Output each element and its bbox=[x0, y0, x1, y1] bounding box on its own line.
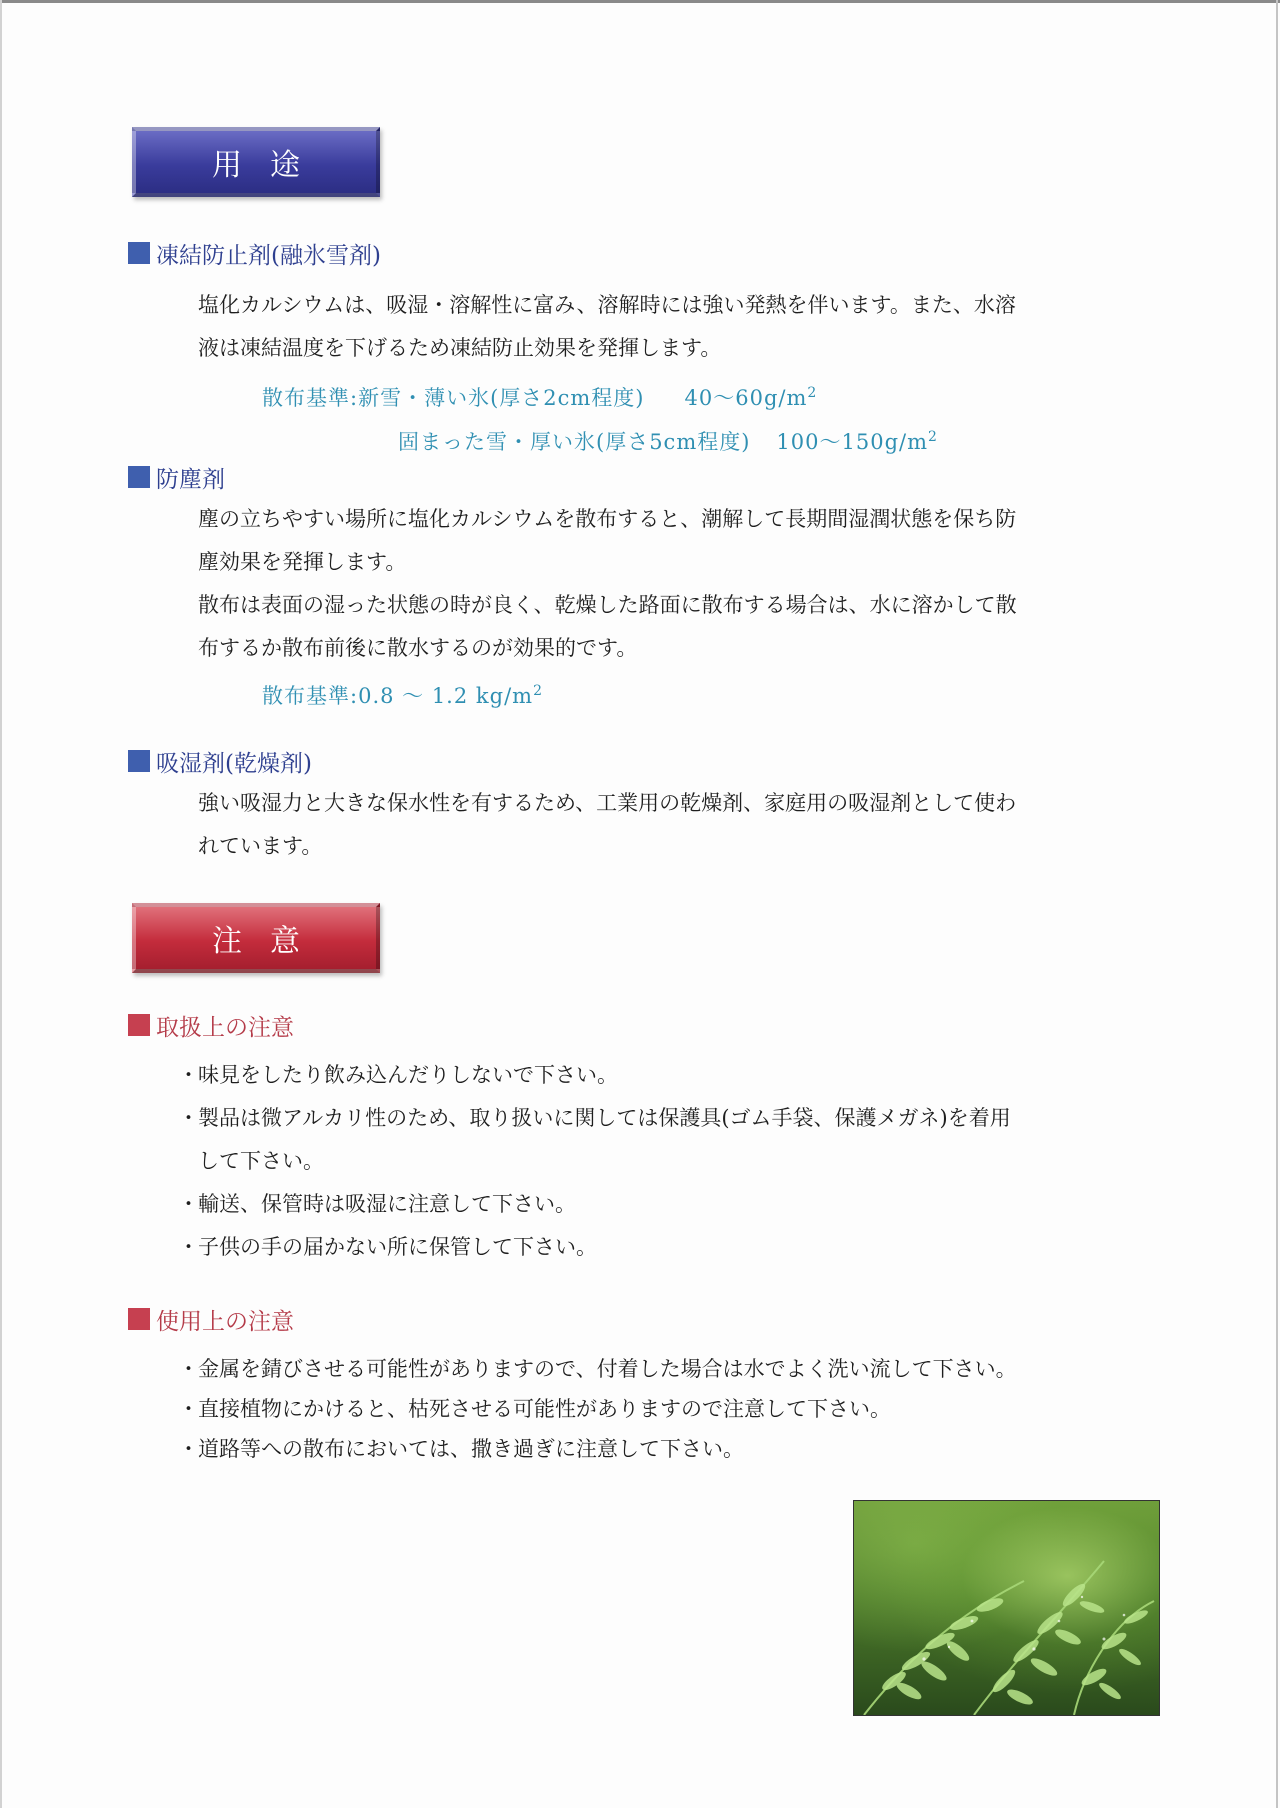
standard-value: 40～60g/m bbox=[684, 386, 808, 410]
antifreeze-paragraph bbox=[198, 284, 1128, 370]
antifreeze-standard-row1 bbox=[262, 382, 817, 412]
square-bullet-icon bbox=[128, 466, 150, 488]
list-item bbox=[178, 1226, 1128, 1269]
page-left-edge bbox=[0, 0, 2, 1808]
paragraph-line: れています。 bbox=[198, 834, 323, 858]
list-item-text: 製品は微アルカリ性のため、取り扱いに関しては保護具(ゴム手袋、保護メガネ)を着用 bbox=[198, 1106, 1011, 1130]
square-bullet-icon bbox=[128, 242, 150, 264]
superscript: 2 bbox=[928, 429, 938, 445]
bullet-dot: ・ bbox=[178, 1106, 199, 1130]
bullet-dot: ・ bbox=[178, 1063, 199, 1087]
list-item-text: 直接植物にかけると、枯死させる可能性がありますので注意して下さい。 bbox=[198, 1397, 891, 1421]
list-item bbox=[178, 1097, 1128, 1140]
dustproof-heading-text: 防塵剤 bbox=[156, 466, 225, 493]
superscript: 2 bbox=[807, 385, 818, 401]
page-right-edge bbox=[1276, 0, 1278, 1808]
square-bullet-icon bbox=[128, 1014, 150, 1036]
use-heading bbox=[128, 1304, 294, 1334]
dustproof-heading bbox=[128, 462, 225, 492]
handling-heading bbox=[128, 1010, 294, 1040]
use-heading-text: 使用上の注意 bbox=[156, 1308, 294, 1335]
standard-value: 100～150g/m bbox=[776, 430, 929, 454]
square-bullet-icon bbox=[128, 1308, 150, 1330]
paragraph-line: 液は凍結温度を下げるため凍結防止効果を発揮します。 bbox=[198, 336, 722, 360]
desiccant-heading-text: 吸湿剤(乾燥剤) bbox=[156, 750, 312, 777]
use-list bbox=[178, 1349, 1128, 1469]
bullet-dot: ・ bbox=[178, 1437, 199, 1461]
paragraph-line: 塵の立ちやすい場所に塩化カルシウムを散布すると、潮解して長期間湿潤状態を保ち防 bbox=[198, 507, 1017, 531]
desiccant-paragraph bbox=[198, 782, 1128, 868]
list-item-text: 金属を錆びさせる可能性がありますので、付着した場合は水でよく洗い流して下さい。 bbox=[198, 1357, 1017, 1381]
list-item-text: 味見をしたり飲み込んだりしないで下さい。 bbox=[198, 1063, 618, 1087]
list-item bbox=[178, 1183, 1128, 1226]
antifreeze-standard-row2 bbox=[398, 426, 938, 456]
bullet-dot: ・ bbox=[178, 1192, 199, 1216]
list-item-text: 子供の手の届かない所に保管して下さい。 bbox=[198, 1235, 597, 1259]
list-item bbox=[178, 1054, 1128, 1097]
list-item bbox=[178, 1429, 1128, 1469]
desiccant-heading bbox=[128, 746, 312, 776]
page-top-edge bbox=[0, 0, 1280, 3]
bullet-dot: ・ bbox=[178, 1357, 199, 1381]
standard-label: 散布基準: bbox=[262, 386, 359, 410]
list-item-text: 輸送、保管時は吸湿に注意して下さい。 bbox=[198, 1192, 576, 1216]
usage-banner: 用途 bbox=[132, 127, 380, 197]
fern-leaves-image bbox=[854, 1501, 1159, 1715]
bullet-dot: ・ bbox=[178, 1235, 199, 1259]
dustproof-standard bbox=[262, 680, 543, 710]
paragraph-line: 布するか散布前後に散水するのが効果的です。 bbox=[198, 636, 638, 660]
standard-condition: 固まった雪・厚い氷(厚さ5cm程度) bbox=[398, 430, 751, 454]
standard-condition: 新雪・薄い氷(厚さ2cm程度) bbox=[358, 386, 645, 410]
superscript: 2 bbox=[533, 683, 543, 699]
dustproof-paragraph bbox=[198, 498, 1128, 670]
list-item bbox=[178, 1349, 1128, 1389]
standard-value: 0.8 ～ 1.2 kg/m bbox=[358, 684, 534, 708]
paragraph-line: 塵効果を発揮します。 bbox=[198, 550, 407, 574]
handling-heading-text: 取扱上の注意 bbox=[156, 1014, 294, 1041]
list-item-text: 道路等への散布においては、撒き過ぎに注意して下さい。 bbox=[198, 1437, 744, 1461]
square-bullet-icon bbox=[128, 750, 150, 772]
list-item-continuation: して下さい。 bbox=[198, 1149, 324, 1173]
fern-photo bbox=[853, 1500, 1160, 1716]
standard-label: 散布基準: bbox=[262, 684, 359, 708]
bullet-dot: ・ bbox=[178, 1397, 199, 1421]
paragraph-line: 強い吸湿力と大きな保水性を有するため、工業用の乾燥剤、家庭用の吸湿剤として使わ bbox=[198, 791, 1017, 815]
caution-banner: 注意 bbox=[132, 903, 380, 973]
paragraph-line: 塩化カルシウムは、吸湿・溶解性に富み、溶解時には強い発熱を伴います。また、水溶 bbox=[198, 293, 1016, 317]
list-item bbox=[178, 1389, 1128, 1429]
handling-list bbox=[178, 1054, 1128, 1269]
paragraph-line: 散布は表面の湿った状態の時が良く、乾燥した路面に散布する場合は、水に溶かして散 bbox=[198, 593, 1017, 617]
antifreeze-heading-text: 凍結防止剤(融氷雪剤) bbox=[156, 242, 381, 269]
antifreeze-heading bbox=[128, 238, 381, 268]
